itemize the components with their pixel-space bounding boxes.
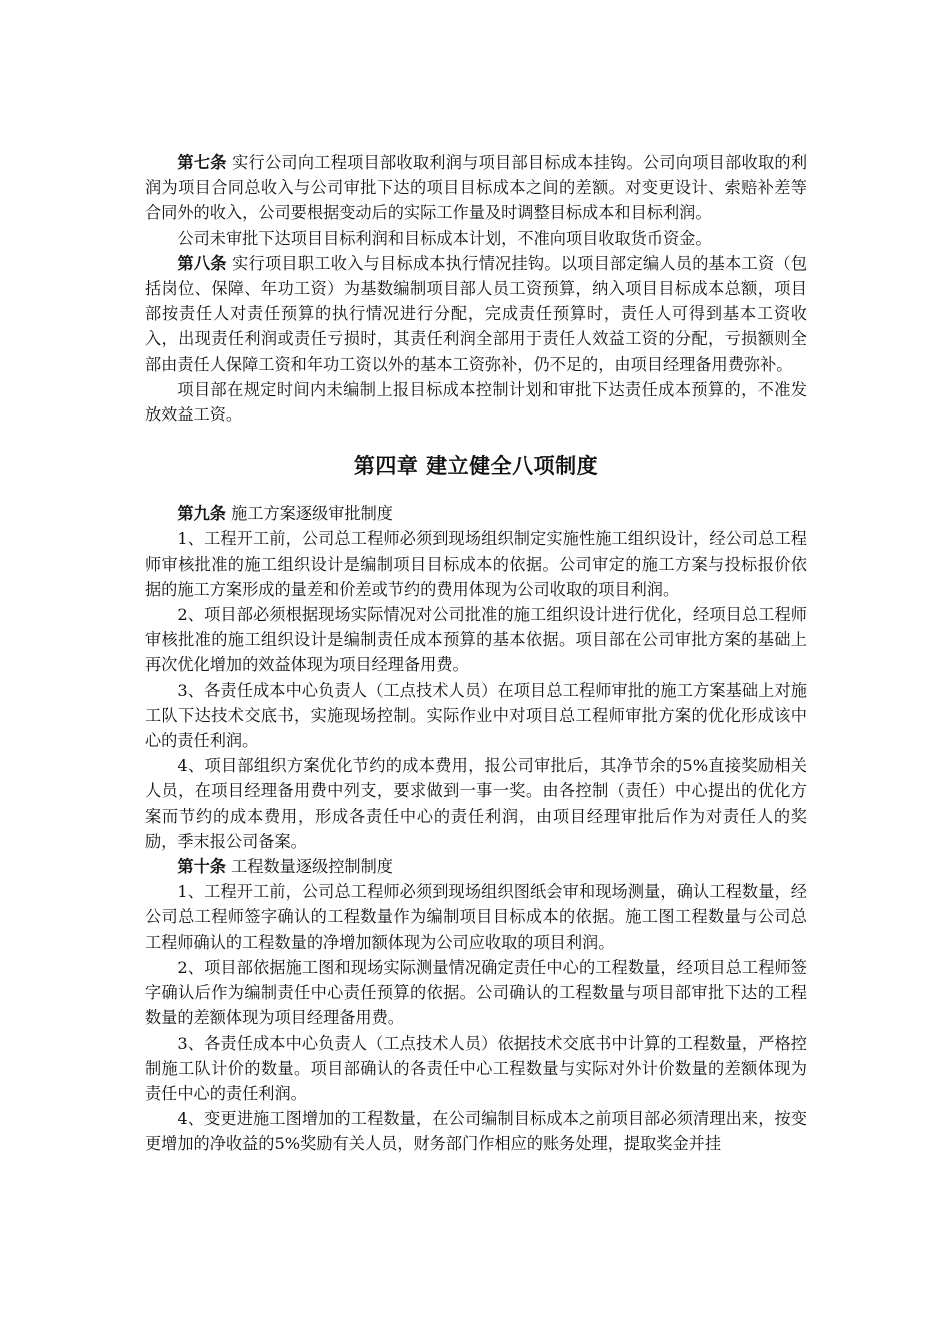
article-10-item-2 [145,955,807,1031]
article-9-item-3-text: 3、各责任成本中心负责人（工点技术人员）在项目总工程师审批的施工方案基础上对施工队下达技术交底书，实施现场控制。实际作业中对项目总工程师审批方案的优化形成该中心的责任利润。 [145,680,807,751]
article-7-text: 实行公司向工程项目部收取利润与项目部目标成本挂钩。公司向项目部收取的利润为项目合同总收入与公司审批下达的项目目标成本之间的差额。对变更设计、索赔补差等合同外的收入，公司要根据变动后的实际工作量及时调整目标成本和目标利润。 [145,153,808,223]
article-10-item-1 [145,879,807,955]
article-9-text: 施工方案逐级审批制度 [225,504,393,524]
article-9-item-1 [145,526,807,602]
article-9-item-4 [145,753,807,854]
article-10-item-2-text: 2、项目部依据施工图和现场实际测量情况确定责任中心的工程数量，经项目总工程师签字确认后作为编制责任中心责任预算的依据。公司确认的工程数量与项目部审批下达的工程数量的差额体现为项目经理备用费。 [145,957,807,1028]
article-10-text: 工程数量逐级控制制度 [225,857,393,877]
article-9-item-3 [145,678,807,754]
article-9-item-4-text: 4、项目部组织方案优化节约的成本费用，报公司审批后，其净节余的5%直接奖励相关人员，在项目经理备用费中列支，要求做到一事一奖。由各控制（责任）中心提出的优化方案而节约的成本费用，形成各责任中心的责任利润，由项目经理审批后作为对责任人的奖励，季末报公司备案。 [145,756,807,851]
article-7-lead: 第七条 [177,153,227,172]
document-body [145,150,807,1157]
article-7-note-paragraph [145,226,807,251]
article-9-item-2 [145,602,807,678]
chapter-title: 第四章 建立健全八项制度 [353,454,599,479]
article-8-note-text: 项目部在规定时间内未编制上报目标成本控制计划和审批下达责任成本预算的，不准发放效益工资。 [145,379,807,425]
article-8-lead: 第八条 [177,253,227,273]
article-10-item-3-text: 3、各责任成本中心负责人（工点技术人员）依据技术交底书中计算的工程数量，严格控制施工队计价的数量。项目部确认的各责任中心工程数量与实际对外计价数量的差额体现为责任中心的责任利润。 [145,1033,807,1103]
article-10-item-1-text: 1、工程开工前，公司总工程师必须到现场组织图纸会审和现场测量，确认工程数量，经公司总工程师签字确认的工程数量作为编制项目目标成本的依据。施工图工程数量与公司总工程师确认的工程数量的净增加额体现为公司应收取的项目利润。 [145,882,807,952]
article-10-item-4-text: 4、变更进施工图增加的工程数量，在公司编制目标成本之前项目部必须清理出来，按变更增加的净收益的5%奖励有关人员，财务部门作相应的账务处理，提取奖金并挂 [145,1109,807,1154]
article-10-item-4 [145,1106,807,1156]
article-9-paragraph [145,501,807,526]
article-7-paragraph [145,150,807,226]
article-8-paragraph [145,251,807,377]
article-9-item-1-text: 1、工程开工前，公司总工程师必须到现场组织制定实施性施工组织设计，经公司总工程师审核批准的施工组织设计是编制项目目标成本的依据。公司审定的施工方案与投标报价依据的施工方案形成的量差和价差或节约的费用体现为公司收取的项目利润。 [145,529,807,599]
article-10-item-3 [145,1031,807,1107]
article-10-lead: 第十条 [177,857,226,877]
article-8-note-paragraph [145,377,807,427]
article-9-lead: 第九条 [177,504,226,524]
article-8-text: 实行项目职工收入与目标成本执行情况挂钩。以项目部定编人员的基本工资（包括岗位、保障、年功工资）为基数编制项目部人员工资预算，纳入项目目标成本总额，项目部按责任人对责任预算的执行情况进行分配，完成责任预算时，责任人可得到基本工资收入，出现责任利润或责任亏损时，其责任利润全部用于责任人效益工资的分配，亏损额则全部由责任人保障工资和年功工资以外的基本工资弥补，仍不足的，由项目经理备用费弥补。 [145,253,808,374]
article-7-note-text: 公司未审批下达项目目标利润和目标成本计划，不准向项目收取货币资金。 [177,228,712,248]
article-9-item-2-text: 2、项目部必须根据现场实际情况对公司批准的施工组织设计进行优化，经项目总工程师审核批准的施工组织设计是编制责任成本预算的基本依据。项目部在公司审批方案的基础上再次优化增加的效益体现为项目经理备用费。 [145,605,807,675]
article-10-paragraph [145,854,807,879]
